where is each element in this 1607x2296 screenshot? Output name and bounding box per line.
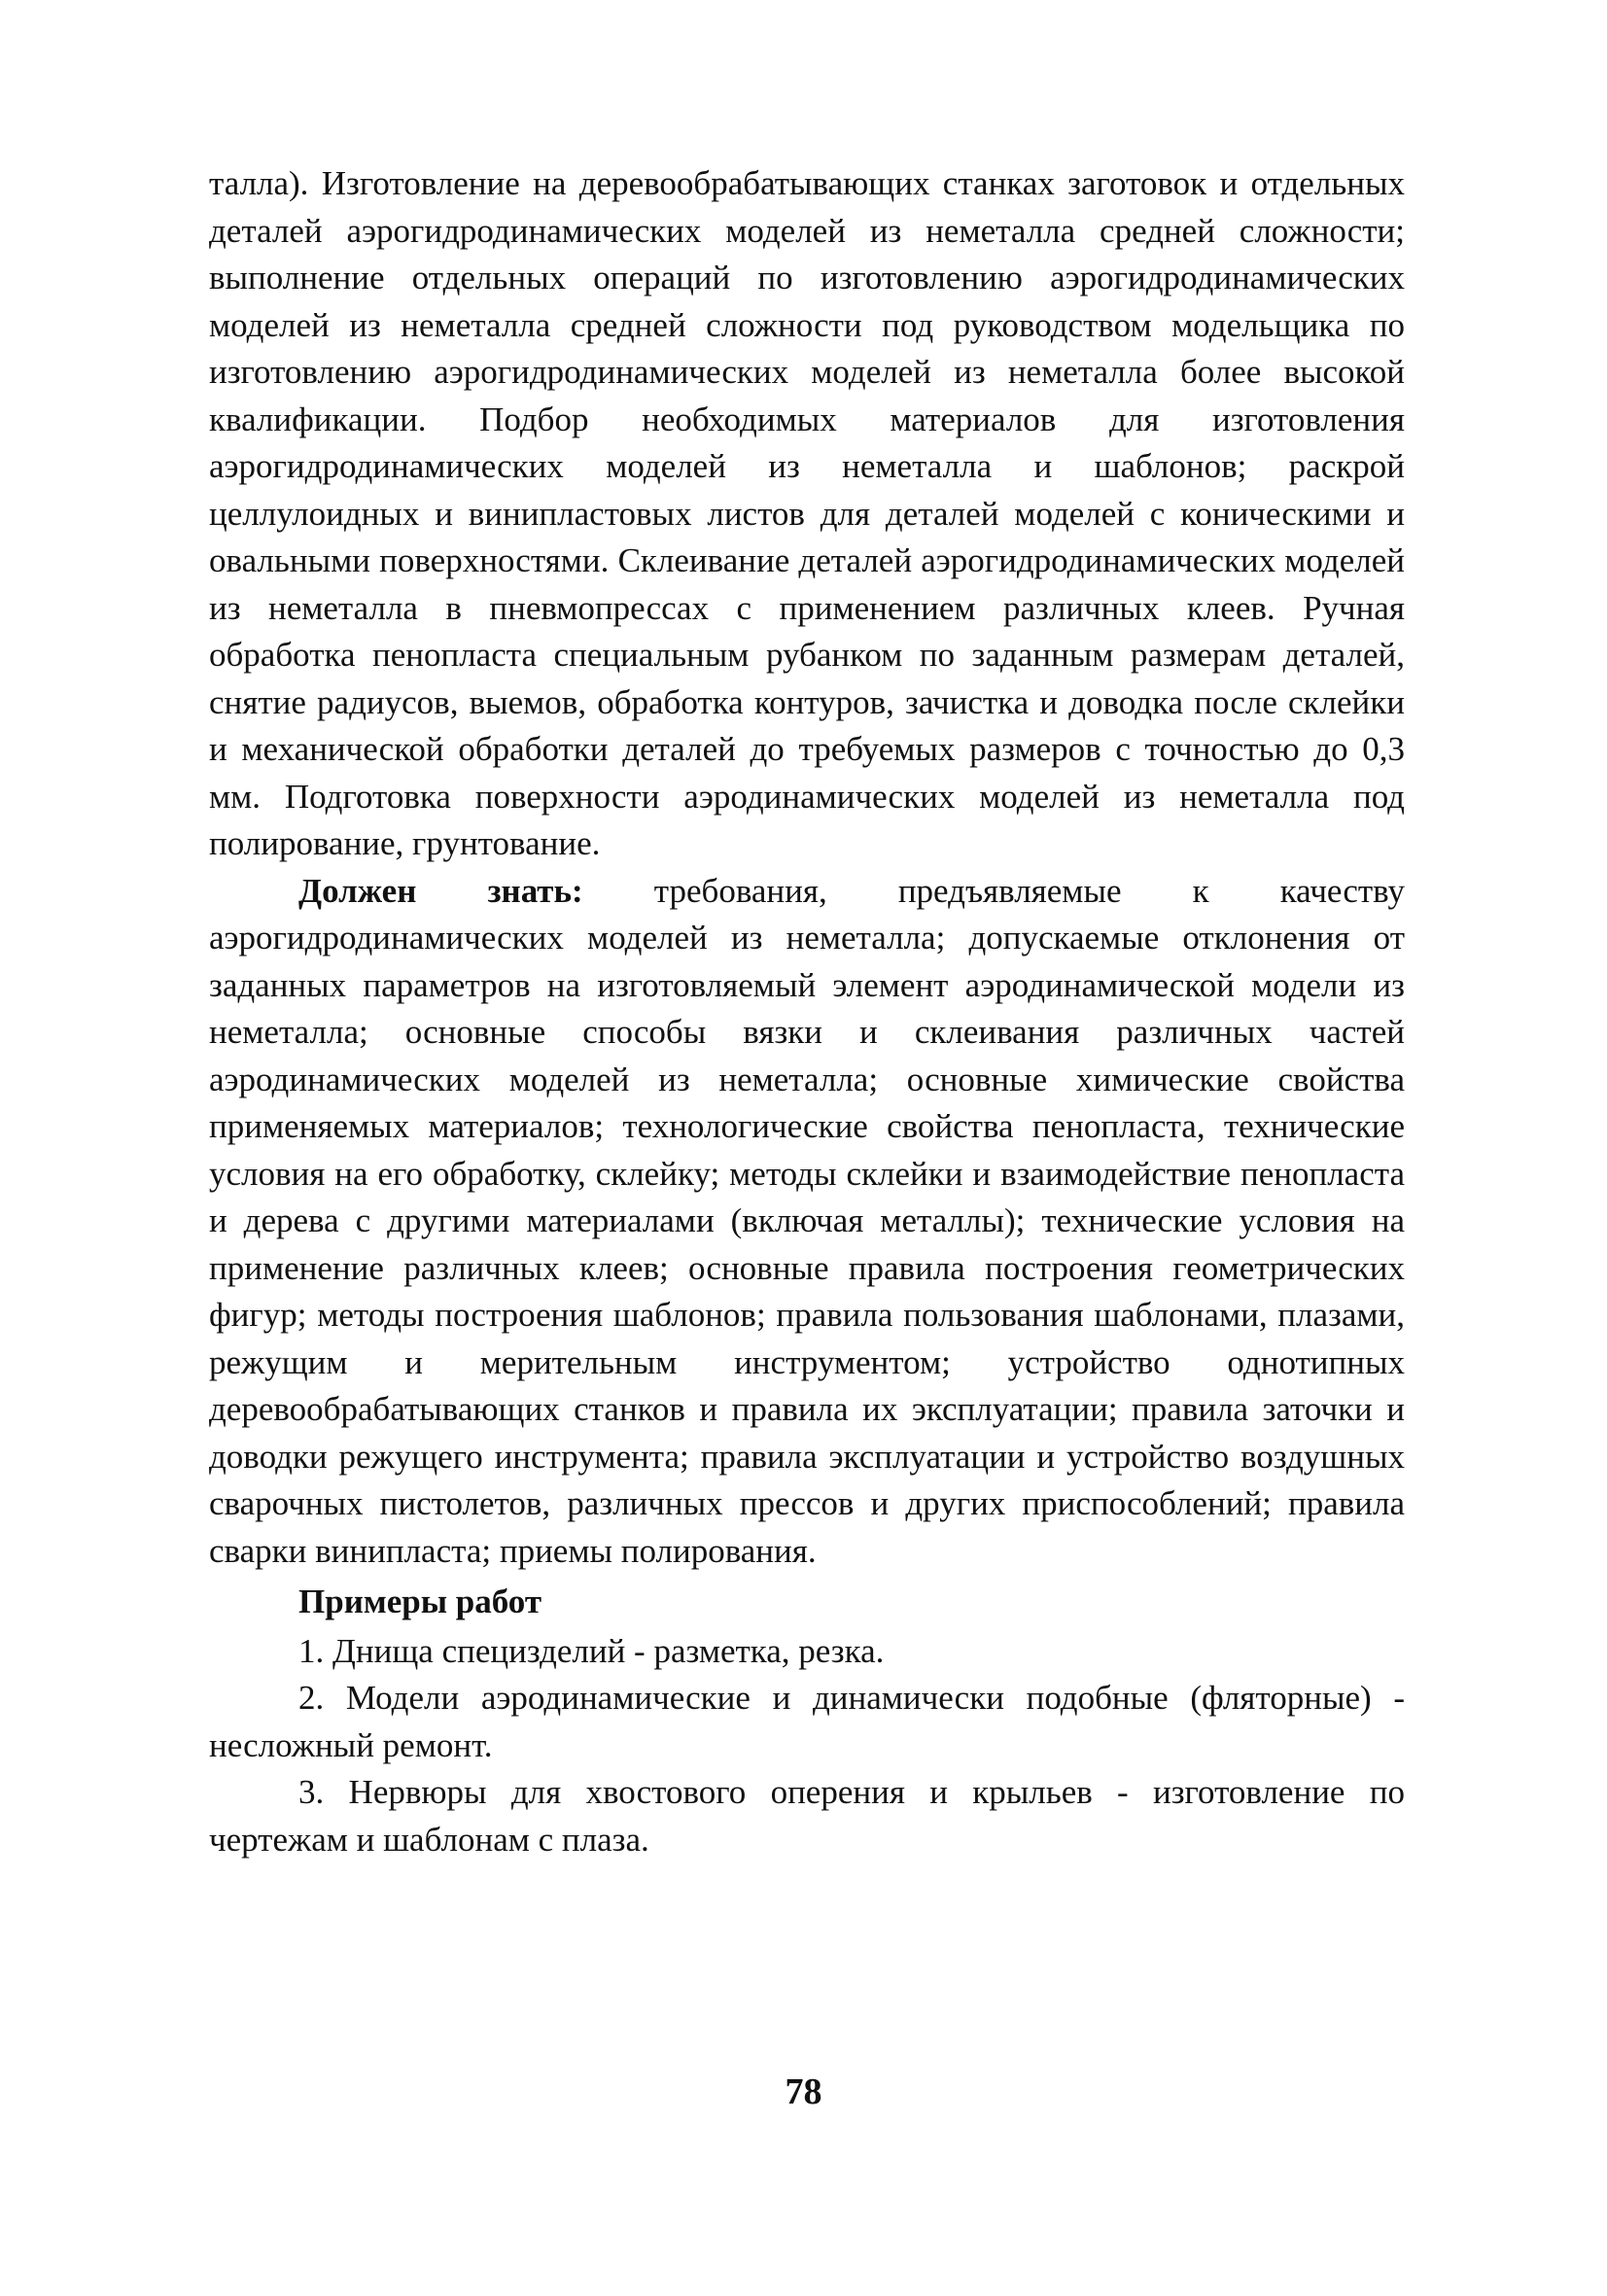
body-text — [209, 160, 1405, 1863]
paragraph-must-know — [209, 868, 1405, 1576]
example-item-1: 1. Днища специзделий - разметка, резка. — [298, 1631, 885, 1670]
example-item-2: 2. Модели аэродинамические и динамически подобные (фляторные) - несложный ремонт. — [209, 1679, 1405, 1764]
paragraph-job-description: талла). Изготовление на деревообрабатывающих станках заготовок и отдельных деталей аэрогидродинамических моделей из неметалла средней сложности; выполнение отдельных операций по изготовлению аэрогидродинамических моделей из неметалла средней сложности под руководством модельщика по изготовлению аэрогидродинамических моделей из неметалла более высокой квалификации. Подбор необходимых материалов для изготовления аэрогидродинамических моделей из неметалла и шаблонов; раскрой целлулоидных и винипластовых листов для деталей моделей с коническими и овальными поверхностями. Склеивание деталей аэрогидродинамических моделей из неметалла в пневмопрессах с применением различных клеев. Ручная обработка пенопласта специальным рубанком по заданным размерам деталей, снятие радиусов, выемов, обработка контуров, зачистка и доводка после склейки и механической обработки деталей до требуемых размеров с точностью до 0,3 мм. Подготовка поверхности аэродинамических моделей из неметалла под полирование, грунтование. — [209, 164, 1405, 862]
must-know-text: требования, предъявляемые к качеству аэрогидродинамических моделей из неметалла; допускаемые отклонения от заданных параметров на изготовляемый элемент аэродинамической модели из неметалла; основные способы вязки и склеивания различных частей аэродинамических моделей из неметалла; основные химические свойства применяемых материалов; технологические свойства пенопласта, технические условия на его обработку, склейку; методы склейки и взаимодействие пенопласта и дерева с другими материалами (включая металлы); технические условия на применение различных клеев; основные правила построения геометрических фигур; методы построения шаблонов; правила пользования шаблонами, плазами, режущим и мерительным инструментом; устройство однотипных деревообрабатывающих станков и правила их эксплуатации; правила заточки и доводки режущего инструмента; правила эксплуатации и устройство воздушных сварочных пистолетов, различных прессов и других приспособлений; правила сварки винипласта; приемы полирования. — [209, 871, 1405, 1570]
examples-heading: Примеры работ — [298, 1583, 542, 1620]
page-number: 78 — [785, 2071, 822, 2112]
example-item-3: 3. Нервюры для хвостового оперения и крыльев - изготовление по чертежам и шаблонам с плаза. — [209, 1773, 1405, 1859]
must-know-label: Должен знать: — [298, 871, 583, 910]
